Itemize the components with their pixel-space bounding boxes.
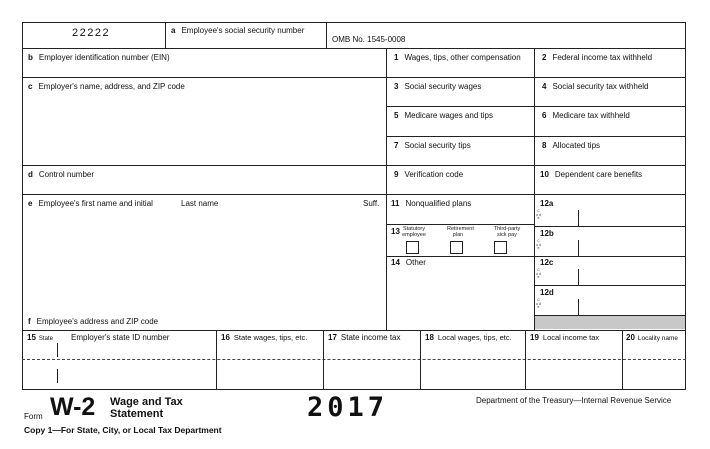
shaded-box bbox=[535, 316, 685, 329]
box-5-text: Medicare wages and tips bbox=[404, 111, 493, 120]
row-line-5 bbox=[386, 136, 685, 137]
box-e-last-name: Last name bbox=[181, 199, 219, 208]
box-12b-num: 12b bbox=[540, 229, 554, 238]
box-c-label bbox=[28, 83, 185, 91]
row-line-c bbox=[22, 165, 386, 166]
box-8-text: Allocated tips bbox=[552, 141, 601, 150]
row-line-12a bbox=[534, 226, 685, 227]
retirement-plan-checkbox[interactable] bbox=[450, 241, 463, 254]
form-word: Form bbox=[24, 412, 43, 421]
tax-year: 2017 bbox=[307, 392, 389, 423]
box-2-text: Federal income tax withheld bbox=[552, 53, 653, 62]
box-3-num: 3 bbox=[394, 82, 399, 91]
box-16-label bbox=[221, 334, 307, 342]
box-c-letter: c bbox=[28, 82, 33, 91]
box-15-num: 15 bbox=[27, 333, 36, 342]
box-20-num: 20 bbox=[626, 333, 635, 342]
box-12d-num: 12d bbox=[540, 288, 554, 297]
tick-12c bbox=[578, 269, 579, 285]
box-a-label bbox=[171, 27, 304, 35]
box-19-text: Local income tax bbox=[542, 333, 600, 342]
box-17-num: 17 bbox=[328, 333, 337, 342]
box-9-text: Verification code bbox=[404, 170, 464, 179]
box-e-text: Employee's first name and initial bbox=[38, 199, 153, 208]
box-12a-code-side: C o d e bbox=[536, 209, 541, 221]
row-line-d bbox=[22, 194, 386, 195]
box-e-letter: e bbox=[28, 199, 33, 208]
box-11-label bbox=[391, 200, 471, 208]
tick-12d bbox=[578, 299, 579, 315]
box-15-id-label: Employer's state ID number bbox=[71, 333, 170, 342]
box-5-num: 5 bbox=[394, 111, 399, 120]
box-12c-num: 12c bbox=[540, 258, 554, 267]
statutory-employee-checkbox[interactable] bbox=[406, 241, 419, 254]
form-code-22222: 22222 bbox=[72, 27, 111, 39]
box-1-label bbox=[394, 54, 521, 62]
row-line-3 bbox=[386, 106, 685, 107]
box-18-text: Local wages, tips, etc. bbox=[437, 333, 512, 342]
box-19-label bbox=[530, 334, 599, 342]
state-tick-1 bbox=[57, 343, 58, 357]
box-e-label bbox=[28, 200, 153, 208]
box-1-num: 1 bbox=[394, 53, 399, 62]
row-line-1 bbox=[386, 77, 685, 78]
row-line-11 bbox=[386, 224, 534, 225]
box-2-num: 2 bbox=[542, 53, 547, 62]
row-line-top bbox=[22, 48, 686, 49]
box-15-label bbox=[27, 334, 53, 342]
row-line-b bbox=[22, 77, 386, 78]
box-b-label bbox=[28, 54, 170, 62]
box-7-label bbox=[394, 142, 471, 150]
box-8-num: 8 bbox=[542, 141, 547, 150]
box-17-label bbox=[328, 334, 401, 342]
box-d-text: Control number bbox=[38, 170, 95, 179]
divider-main-left bbox=[386, 48, 387, 330]
box-6-num: 6 bbox=[542, 111, 547, 120]
form-bottom-border bbox=[22, 389, 686, 390]
box-12b-code-side: C o d e bbox=[536, 239, 541, 251]
row-line-7 bbox=[386, 165, 685, 166]
box-10-label bbox=[540, 171, 642, 179]
form-right-border bbox=[685, 22, 686, 390]
box-b-text: Employer identification number (EIN) bbox=[38, 53, 170, 62]
box-1-text: Wages, tips, other compensation bbox=[404, 53, 521, 62]
copy-label: Copy 1—For State, City, or Local Tax Department bbox=[24, 425, 222, 435]
box-12a-num: 12a bbox=[540, 199, 554, 208]
box-16-num: 16 bbox=[221, 333, 230, 342]
box-b-letter: b bbox=[28, 53, 33, 62]
box-4-label bbox=[542, 83, 649, 91]
box-3-text: Social security wages bbox=[404, 82, 482, 91]
box-10-num: 10 bbox=[540, 170, 549, 179]
box-20-label bbox=[626, 334, 678, 343]
box-18-num: 18 bbox=[425, 333, 434, 342]
box-d-label bbox=[28, 171, 94, 179]
box-2-label bbox=[542, 54, 652, 62]
box-3-label bbox=[394, 83, 481, 91]
box-9-label bbox=[394, 171, 463, 179]
box-8-label bbox=[542, 142, 600, 150]
box-9-num: 9 bbox=[394, 170, 399, 179]
form-name-w2: W-2 bbox=[50, 393, 96, 421]
box-12d-code-side: C o d e bbox=[536, 298, 541, 310]
divider-omb bbox=[326, 22, 327, 48]
box-14-text: Other bbox=[405, 258, 426, 267]
row-line-13 bbox=[386, 256, 534, 257]
form-top-border bbox=[22, 22, 686, 23]
box-14-num: 14 bbox=[391, 258, 400, 267]
divider-19 bbox=[622, 330, 623, 389]
state-tick-2 bbox=[57, 369, 58, 383]
form-title-line2: Statement bbox=[110, 408, 164, 420]
box-13-retirement-label: Retirement plan bbox=[447, 226, 474, 238]
box-f-label bbox=[28, 318, 158, 326]
divider-16 bbox=[323, 330, 324, 389]
divider-ssn bbox=[165, 22, 166, 48]
box-13-statutory-label: Statutory employee bbox=[402, 226, 426, 238]
box-11-text: Nonqualified plans bbox=[405, 199, 472, 208]
box-20-text: Locality name bbox=[637, 335, 679, 342]
form-title-line1: Wage and Tax bbox=[110, 396, 183, 408]
divider-15 bbox=[216, 330, 217, 389]
department-label: Department of the Treasury—Internal Revenue Service bbox=[476, 396, 672, 405]
box-15-state: State bbox=[38, 336, 53, 342]
box-a-letter: a bbox=[171, 26, 176, 35]
box-18-label bbox=[425, 334, 512, 342]
divider-main-right bbox=[534, 48, 535, 330]
box-6-label bbox=[542, 112, 630, 120]
box-13-num: 13 bbox=[391, 227, 400, 236]
box-16-text: State wages, tips, etc. bbox=[233, 333, 308, 342]
box-11-num: 11 bbox=[391, 199, 400, 208]
box-6-text: Medicare tax withheld bbox=[552, 111, 630, 120]
row-line-state-dashed bbox=[22, 359, 686, 360]
row-line-12c bbox=[534, 285, 685, 286]
box-e-suffix: Suff. bbox=[363, 199, 380, 208]
box-19-num: 19 bbox=[530, 333, 539, 342]
box-14-label bbox=[391, 259, 426, 267]
box-17-text: State income tax bbox=[340, 333, 401, 342]
third-party-sick-pay-checkbox[interactable] bbox=[494, 241, 507, 254]
divider-17 bbox=[420, 330, 421, 389]
row-line-9 bbox=[386, 194, 685, 195]
box-7-num: 7 bbox=[394, 141, 399, 150]
box-a-text: Employee's social security number bbox=[181, 26, 305, 35]
tick-12a bbox=[578, 210, 579, 226]
box-12c-code-side: C o d e bbox=[536, 268, 541, 280]
box-7-text: Social security tips bbox=[404, 141, 471, 150]
row-line-state bbox=[22, 330, 686, 331]
box-c-text: Employer's name, address, and ZIP code bbox=[38, 82, 185, 91]
box-4-text: Social security tax withheld bbox=[552, 82, 649, 91]
divider-18 bbox=[525, 330, 526, 389]
tick-12b bbox=[578, 240, 579, 256]
box-5-label bbox=[394, 112, 493, 120]
row-line-12b bbox=[534, 256, 685, 257]
box-d-letter: d bbox=[28, 170, 33, 179]
box-f-text: Employee's address and ZIP code bbox=[36, 317, 159, 326]
box-13-thirdparty-label: Third-party sick pay bbox=[493, 226, 521, 238]
box-10-text: Dependent care benefits bbox=[554, 170, 643, 179]
omb-number: OMB No. 1545-0008 bbox=[332, 35, 406, 44]
box-4-num: 4 bbox=[542, 82, 547, 91]
box-f-letter: f bbox=[28, 317, 31, 326]
